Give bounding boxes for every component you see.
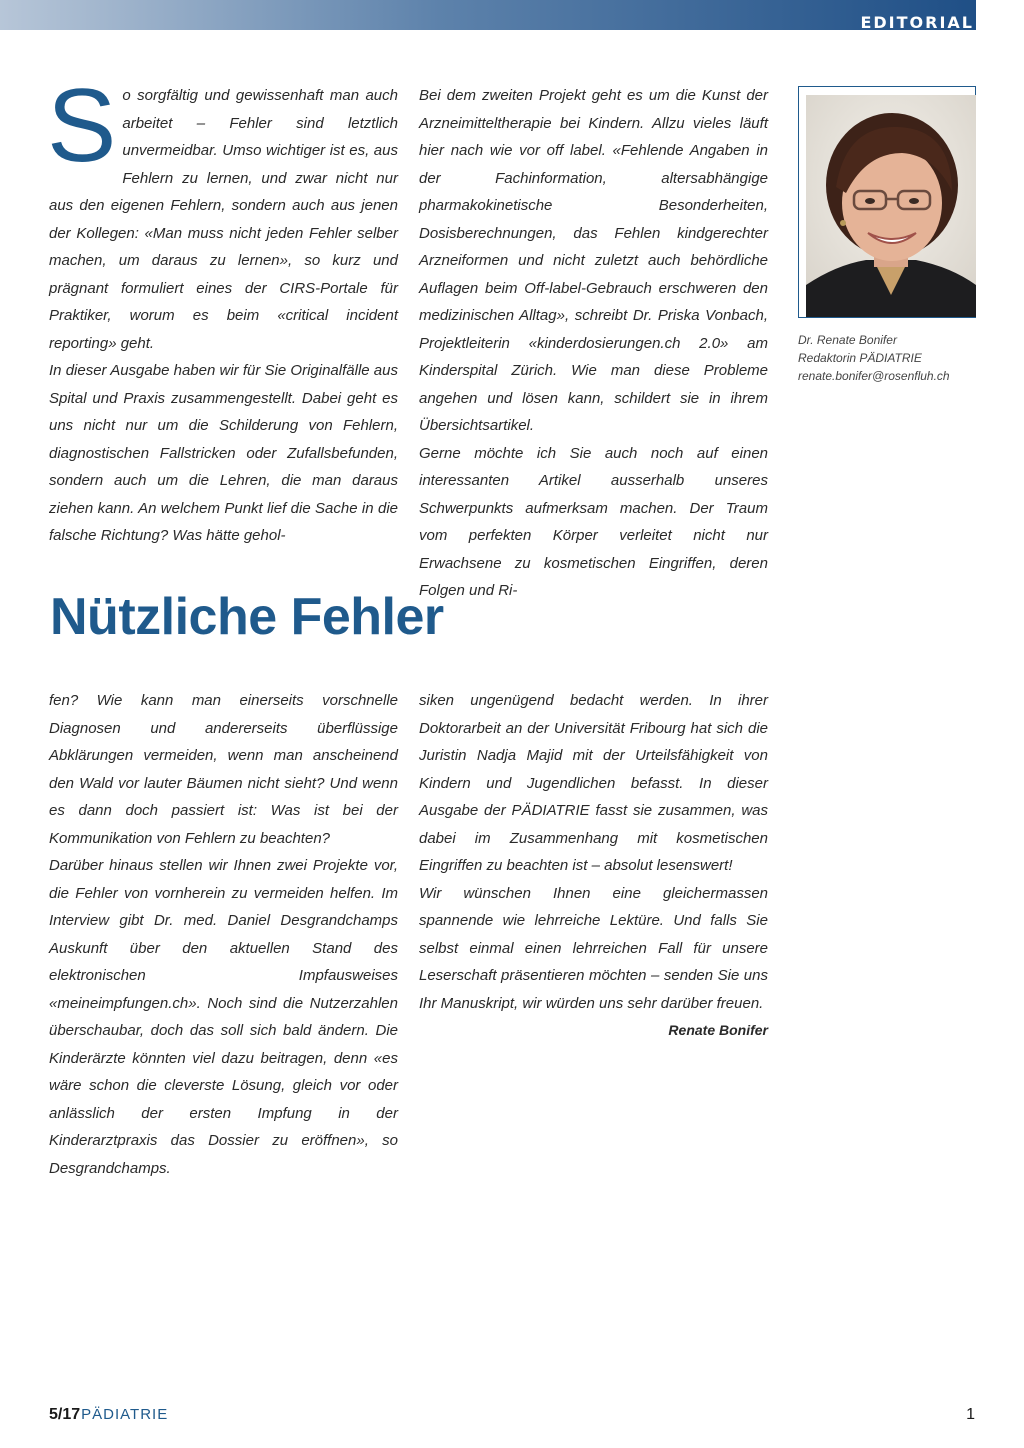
paragraph: fen? Wie kann man einerseits vorschnelle Diagnosen und andererseits überflüssige Abklärungen vermeiden, wenn man anscheinend den Wald vor lauter Bäumen nicht sieht? Und wenn es dann doch passiert ist: Was ist bei der Kommunikation von Fehlern zu beachten? <box>49 692 398 847</box>
paragraph: o sorgfältig und gewissenhaft man auch arbeitet – Fehler sind letztlich unvermeidbar. Umso wichtiger ist es, aus Fehlern zu lernen, und zwar nicht nur aus den eigenen Fehlern, sondern auch aus jenen der Kollegen: «Man muss nicht jeden Fehler selber machen, um daraus zu lernen», so kurz und prägnant formuliert eines der CIRS-Portale für Praktiker, worum es beim «critical incident reporting» geht. <box>49 87 398 352</box>
author-photo-frame <box>798 86 976 318</box>
magazine-name: PÄDIATRIE <box>81 1406 169 1423</box>
intro-column-right <box>419 82 768 605</box>
caption-role: Redaktorin PÄDIATRIE <box>798 351 922 365</box>
issue-number: 5/17 <box>49 1406 81 1423</box>
page-number: 1 <box>966 1406 975 1423</box>
body-column-left <box>49 687 398 1182</box>
footer-issue <box>49 1406 168 1424</box>
section-label: EDITORIAL <box>860 13 974 32</box>
paragraph: Gerne möchte ich Sie auch noch auf einen interessanten Artikel ausserhalb unseres Schwerpunkts aufmerksam machen. Der Traum vom perfekten Körper verleitet nicht nur Erwachsene zu kosmetischen Eingriffen, deren Folgen und Ri- <box>419 444 768 599</box>
author-caption <box>798 331 950 385</box>
body-column-right <box>419 687 768 1045</box>
caption-email: renate.bonifer@rosenfluh.ch <box>798 369 950 383</box>
paragraph: Wir wünschen Ihnen eine gleichermassen spannende wie lehrreiche Lektüre. Und falls Sie selbst einmal einen lehrreichen Fall für unsere Leserschaft präsentieren möchten – senden Sie uns Ihr Manuskript, wir würden uns sehr darüber freuen. <box>419 884 768 1012</box>
paragraph: Darüber hinaus stellen wir Ihnen zwei Projekte vor, die Fehler von vornherein zu vermeiden helfen. Im Interview gibt Dr. med. Daniel Desgrandchamps Auskunft über den aktuellen Stand des elektronischen Impfausweises «meineimpfungen.ch». Noch sind die Nutzerzahlen überschaubar, doch das soll sich bald ändern. Die Kinderärzte könnten viel dazu beitragen, denn «es wäre schon die cleverste Lösung, gleich vor oder anlässlich der ersten Impfung in der Kinderarztpraxis das Dossier zu eröffnen», so Desgrandchamps. <box>49 857 398 1177</box>
article-title: Nützliche Fehler <box>50 588 444 646</box>
signature: Renate Bonifer <box>668 1022 768 1038</box>
paragraph: siken ungenügend bedacht werden. In ihrer Doktorarbeit an der Universität Fribourg hat sich die Juristin Nadja Majid mit der Urteilsfähigkeit von Kindern und Jugendlichen befasst. In dieser Ausgabe der PÄDIATRIE fasst sie zusammen, was dabei im Zusammenhang mit kosmetischen Eingriffen zu beachten ist – absolut lesenswert! <box>419 692 768 874</box>
intro-column-left <box>47 68 398 550</box>
paragraph: Bei dem zweiten Projekt geht es um die Kunst der Arzneimitteltherapie bei Kindern. Allzu vieles läuft hier nach wie vor off label. «Fehlende Angaben in der Fachinformation, altersabhängige pharmakokinetische Besonderheiten, Dosisberechnungen, das Fehlen kindgerechter Arzneiformen und nicht zuletzt auch behördliche Auflagen beim Off-label-Gebrauch erschweren den medizinischen Alltag», schreibt Dr. Priska Vonbach, Projektleiterin «kinderdosierungen.ch 2.0» am Kinderspital Zürich. Wie man diese Probleme angehen und lösen kann, schildert sie in ihrem Übersichtsartikel. <box>419 87 768 434</box>
header-bar <box>0 0 976 30</box>
author-photo <box>806 95 976 317</box>
paragraph: In dieser Ausgabe haben wir für Sie Originalfälle aus Spital und Praxis zusammengestellt. Dabei geht es uns nicht nur um die Schilderung von Fehlern, diagnostischen Fallstricken oder Zufallsbefunden, sondern auch um die Lehren, die man daraus ziehen kann. An welchem Punkt lief die Sache in die falsche Richtung? Was hätte gehol- <box>49 362 398 544</box>
caption-name: Dr. Renate Bonifer <box>798 333 897 347</box>
drop-cap: S <box>47 68 117 184</box>
